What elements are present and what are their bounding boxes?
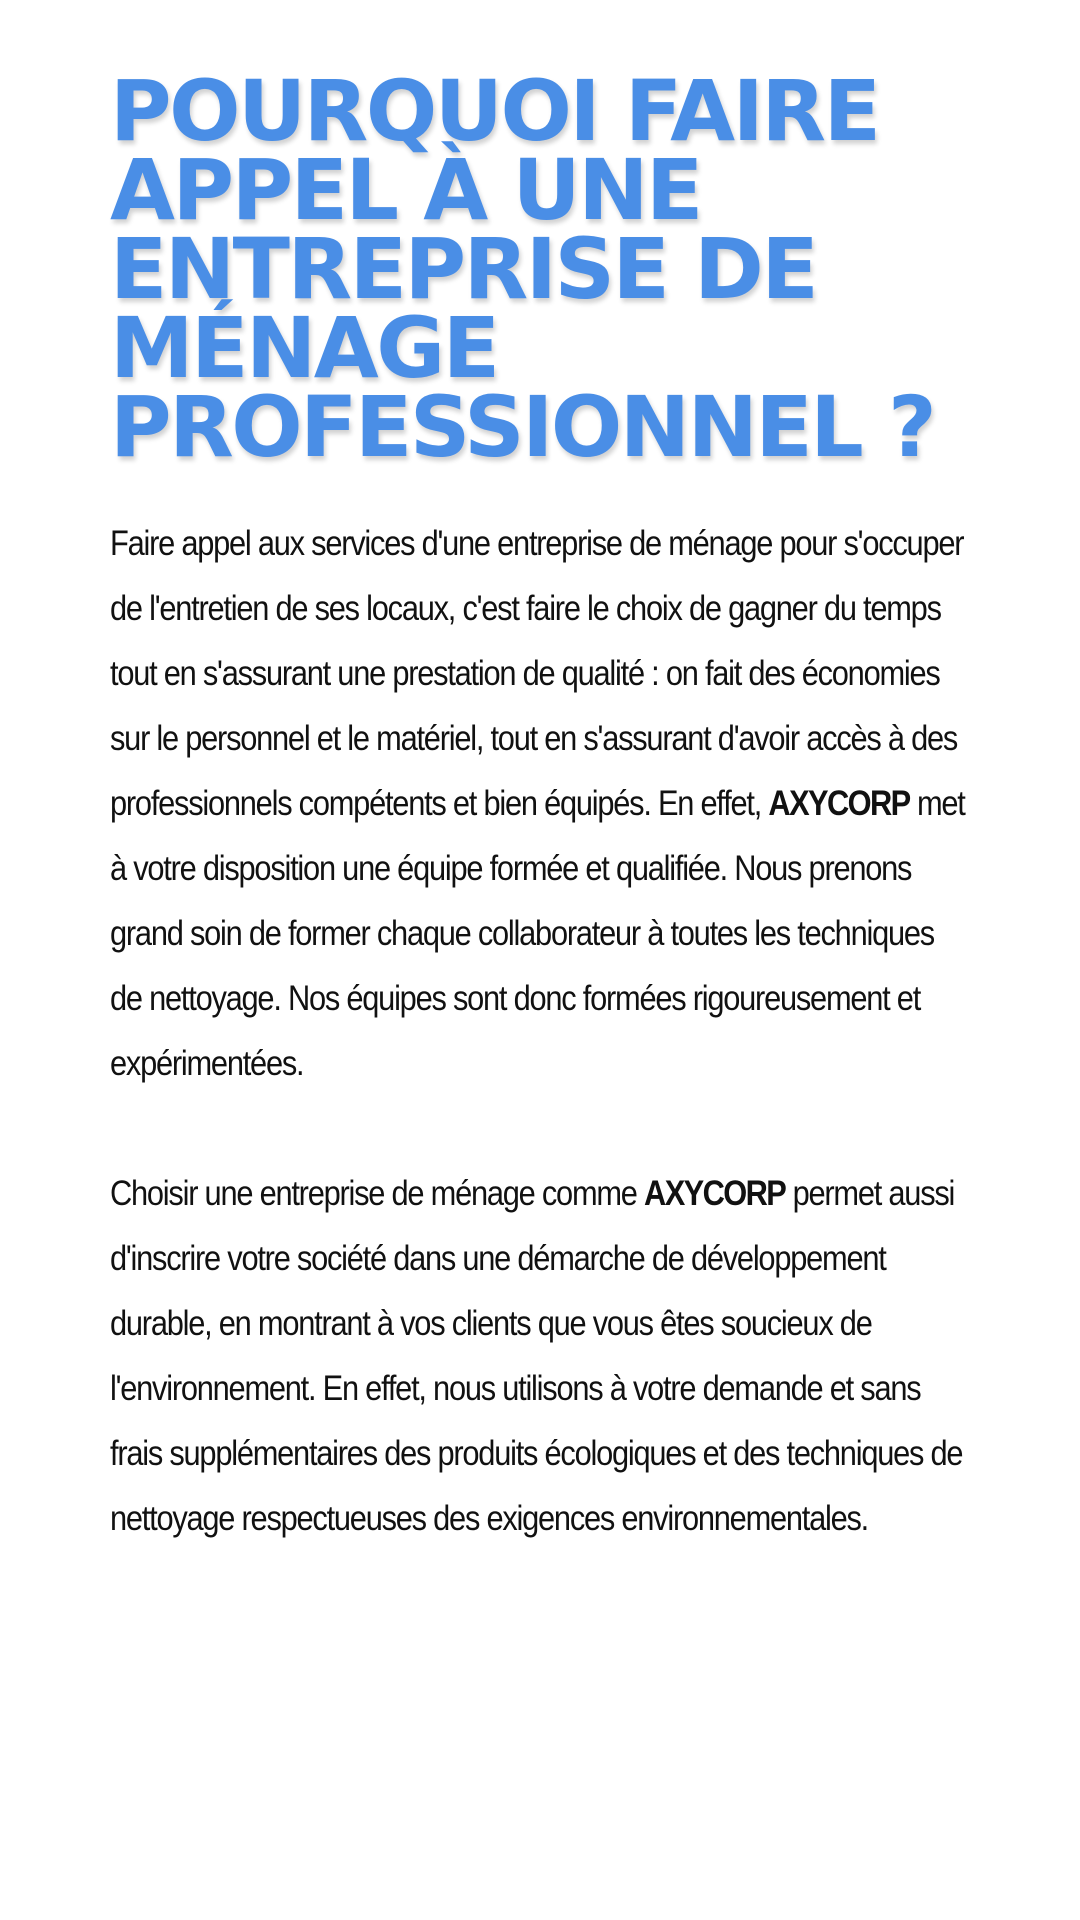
page-title-line: APPEL À UNE [110, 141, 701, 239]
page-title-line: ENTREPRISE DE [110, 220, 817, 318]
paragraph-text: permet aussi d'inscrire votre société dans une démarche de développement durable, en montrant à vos clients que vous êtes soucieux de l'environnement. En effet, nous utilisons à votre demande et sans frais supplémentaires des produits écologiques et des techniques de nettoyage respectueuses des exigences environnementales. [110, 1174, 963, 1538]
page-title [110, 62, 970, 476]
page-title-line: PROFESSIONNEL ? [110, 378, 935, 476]
paragraph-text: Choisir une entreprise de ménage comme [110, 1174, 645, 1213]
paragraph-text: Faire appel aux services d'une entreprise de ménage pour s'occuper de l'entretien de ses locaux, c'est faire le choix de gagner du temps tout en s'assurant une prestation de qualité : on fait des économies sur le personnel et le matériel, tout en s'assurant d'avoir accès à des professionnels compétents et bien équipés. En effet, [110, 524, 964, 823]
brand-name: AXYCORP [768, 784, 910, 823]
page-title-line: POURQUOI FAIRE [110, 62, 879, 160]
page-title-line: MÉNAGE [110, 299, 498, 397]
paragraph-professional-team [110, 511, 970, 1096]
body-copy [110, 511, 970, 1551]
paragraph-sustainable-development [110, 1161, 970, 1551]
paragraph-text: met à votre disposition une équipe formée et qualifiée. Nous prenons grand soin de former chaque collaborateur à toutes les techniques de nettoyage. Nos équipes sont donc formées rigoureusement et expérimentées. [110, 784, 965, 1083]
brand-name: AXYCORP [644, 1174, 786, 1213]
main-content [110, 62, 970, 1551]
